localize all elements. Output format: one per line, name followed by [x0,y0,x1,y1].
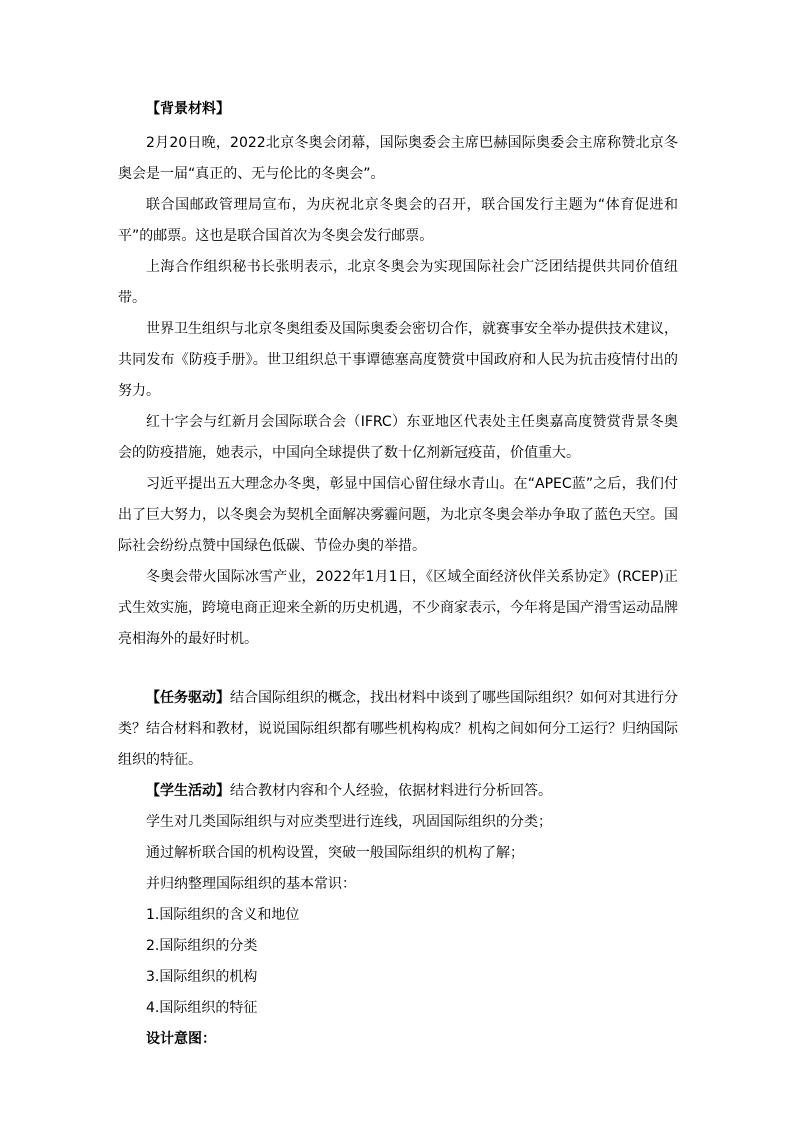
list-item: 4.国际组织的特征 [146,1000,258,1016]
task-text: 结合国际组织的概念，找出材料中谈到了哪些国际组织？如何对其进行分类？结合材料和教材，说说国际组织都有哪些机构构成？机构之间如何分工运行？归纳国际组织的特征。 [118,690,678,768]
activity-paragraph [118,776,678,807]
paragraph-closing: 2月20日晚，2022北京冬奥会闭幕，国际奥委会主席巴赫国际奥委会主席称赞北京冬奥会是一届“真正的、无与伦比的冬奥会”。 [118,135,678,182]
activity-line: 学生对几类国际组织与对应类型进行连线，巩固国际组织的分类； [146,814,552,830]
paragraph-green-olympics: 习近平提出五大理念办冬奥，彰显中国信心留住绿水青山。在“APEC蓝”之后，我们付出了巨大努力，以冬奥会为契机全面解决雾霾问题，为北京冬奥会举办争取了蓝色天空。国际社会纷纷点赞中国绿色低碳、节俭办奥的举措。 [118,476,678,554]
activity-line: 并归纳整理国际组织的基本常识： [146,876,356,892]
activity-text: 结合教材内容和个人经验，依据材料进行分析回答。 [230,783,552,799]
paragraph-ifrc: 红十字会与红新月会国际联合会（IFRC）东亚地区代表处主任奥嘉高度赞赏背景冬奥会的防疫措施，她表示，中国向全球提供了数十亿剂新冠疫苗，价值重大。 [118,414,678,461]
paragraph-sco: 上海合作组织秘书长张明表示，北京冬奥会为实现国际社会广泛团结提供共同价值纽带。 [118,259,678,306]
background-heading: 【背景材料】 [146,101,230,117]
paragraph-rcep: 冬奥会带火国际冰雪产业，2022年1月1日，《区域全面经济伙伴关系协定》(RCEP)正式生效实施，跨境电商正迎来全新的历史机遇，不少商家表示，今年将是国产滑雪运动品牌亮相海外的最好时机。 [118,569,678,647]
list-item: 3.国际组织的机构 [146,969,258,985]
list-item: 1.国际组织的含义和地位 [146,907,300,923]
paragraph-un-stamps: 联合国邮政管理局宣布，为庆祝北京冬奥会的召开，联合国发行主题为“体育促进和平”的邮票。这也是联合国首次为冬奥会发行邮票。 [118,197,678,244]
paragraph-who: 世界卫生组织与北京冬奥组委及国际奥委会密切合作，就赛事安全举办提供技术建议，共同发布《防疫手册》。世卫组织总干事谭德塞高度赞赏中国政府和人民为抗击疫情付出的努力。 [118,321,678,399]
task-lead: 【任务驱动】 [146,690,230,706]
document-page [118,96,678,1055]
list-item: 2.国际组织的分类 [146,938,258,954]
task-paragraph [118,683,678,776]
design-intent-label: 设计意图： [146,1031,216,1047]
activity-lead: 【学生活动】 [146,783,230,799]
activity-line: 通过解析联合国的机构设置，突破一般国际组织的机构了解； [146,845,524,861]
section-gap [118,655,678,683]
